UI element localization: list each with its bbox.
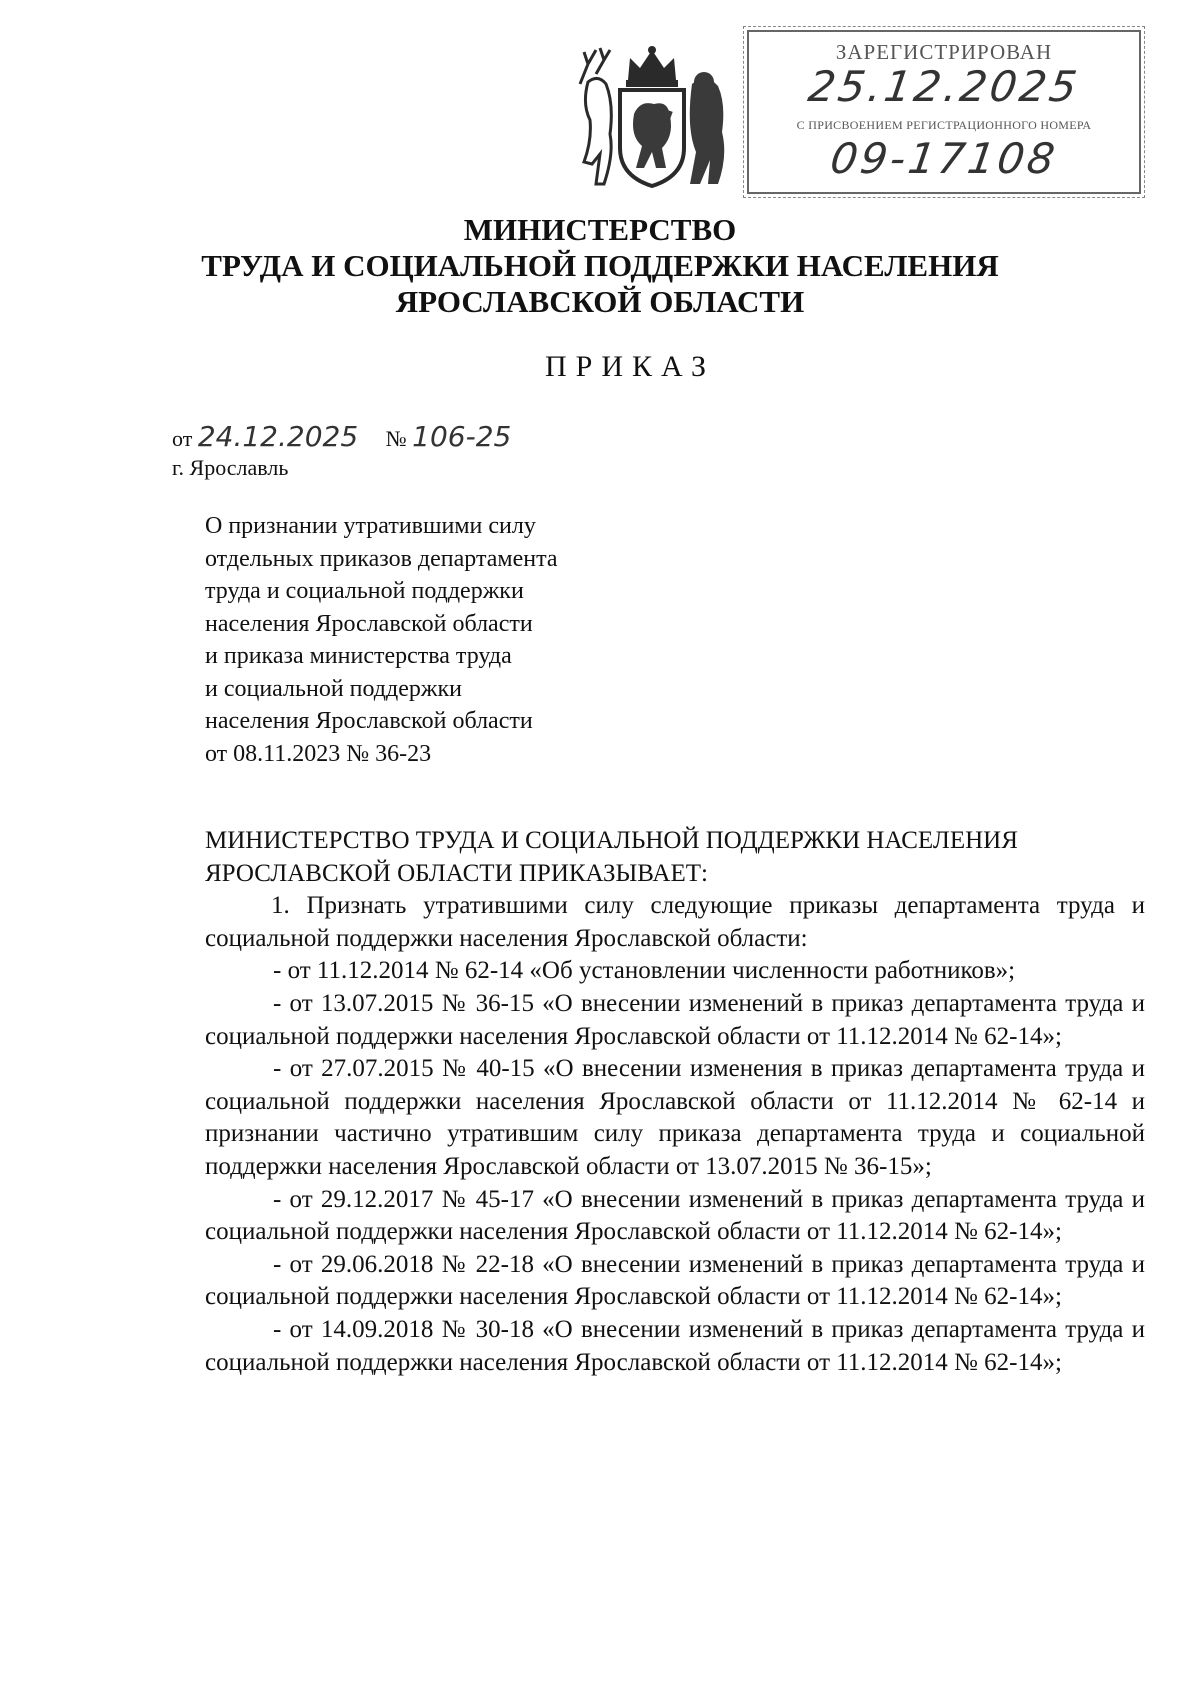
- subject-line: населения Ярославской области: [205, 610, 533, 637]
- list-item: - от 29.12.2017 № 45-17 «О внесении изменений в приказ департамента труда и социальной поддержки населения Ярославской области от 11.12.2014 № 62-14»;: [205, 1185, 1145, 1246]
- stamp-number: 09-17108: [827, 134, 1061, 183]
- lead-line: МИНИСТЕРСТВО ТРУДА И СОЦИАЛЬНОЙ ПОДДЕРЖКИ НАСЕЛЕНИЯ: [205, 827, 1018, 854]
- coat-of-arms-icon: [570, 44, 735, 194]
- subject-line: отдельных приказов департамента: [205, 545, 558, 572]
- order-date-line: [172, 420, 511, 453]
- ministry-line: ТРУДА И СОЦИАЛЬНОЙ ПОДДЕРЖКИ НАСЕЛЕНИЯ: [201, 248, 999, 283]
- subject-line: труда и социальной поддержки: [205, 578, 524, 604]
- stamp-date: 25.12.2025: [805, 62, 1083, 111]
- ministry-line: ЯРОСЛАВСКОЙ ОБЛАСТИ: [395, 284, 805, 319]
- stamp-note: С ПРИСВОЕНИЕМ РЕГИСТРАЦИОННОГО НОМЕРА: [796, 118, 1092, 132]
- registration-stamp: [747, 30, 1141, 194]
- list-item: - от 27.07.2015 № 40-15 «О внесении изменения в приказ департамента труда и социальной поддержки населения Ярославской области от 11.12.2014 № 62-14 и признании частично утратившим силу приказа департамента труда и социальной поддержки населения Ярославской области от 13.07.2015 № 36-15»;: [205, 1055, 1145, 1180]
- number-prefix: №: [385, 426, 407, 451]
- order-subject: [205, 510, 558, 770]
- stamp-label: ЗАРЕГИСТРИРОВАН: [835, 40, 1053, 64]
- list-item: - от 13.07.2015 № 36-15 «О внесении изменений в приказ департамента труда и социальной поддержки населения Ярославской области от 11.12.2014 № 62-14»;: [205, 989, 1145, 1050]
- subject-line: и социальной поддержки: [205, 675, 462, 702]
- list-item: - от 29.06.2018 № 22-18 «О внесении изменений в приказ департамента труда и социальной поддержки населения Ярославской области от 11.12.2014 № 62-14»;: [205, 1250, 1145, 1311]
- subject-line: от 08.11.2023 № 36-23: [205, 740, 432, 767]
- order-city: г. Ярославль: [172, 455, 289, 480]
- date-prefix: от: [172, 426, 193, 451]
- order-body: [205, 825, 1145, 1379]
- paragraph-1: 1. Признать утратившими силу следующие приказы департамента труда и социальной поддержки населения Ярославской области:: [205, 892, 1145, 952]
- list-item: - от 14.09.2018 № 30-18 «О внесении изменений в приказ департамента труда и социальной поддержки населения Ярославской области от 11.12.2014 № 62-14»;: [205, 1315, 1145, 1376]
- subject-line: населения Ярославской области: [205, 708, 533, 734]
- subject-line: О признании утратившими силу: [205, 513, 536, 539]
- list-item: - от 11.12.2014 № 62-14 «Об установлении численности работников»;: [273, 957, 1016, 985]
- subject-line: и приказа министерства труда: [205, 643, 512, 669]
- order-number: 106-25: [412, 420, 512, 453]
- ministry-line: МИНИСТЕРСТВО: [463, 212, 737, 247]
- ministry-title: [0, 212, 1200, 320]
- order-date: 24.12.2025: [197, 420, 359, 453]
- document-type: ПРИКАЗ: [545, 350, 715, 383]
- lead-line: ЯРОСЛАВСКОЙ ОБЛАСТИ ПРИКАЗЫВАЕТ:: [205, 859, 708, 887]
- body-lead: [205, 825, 1145, 890]
